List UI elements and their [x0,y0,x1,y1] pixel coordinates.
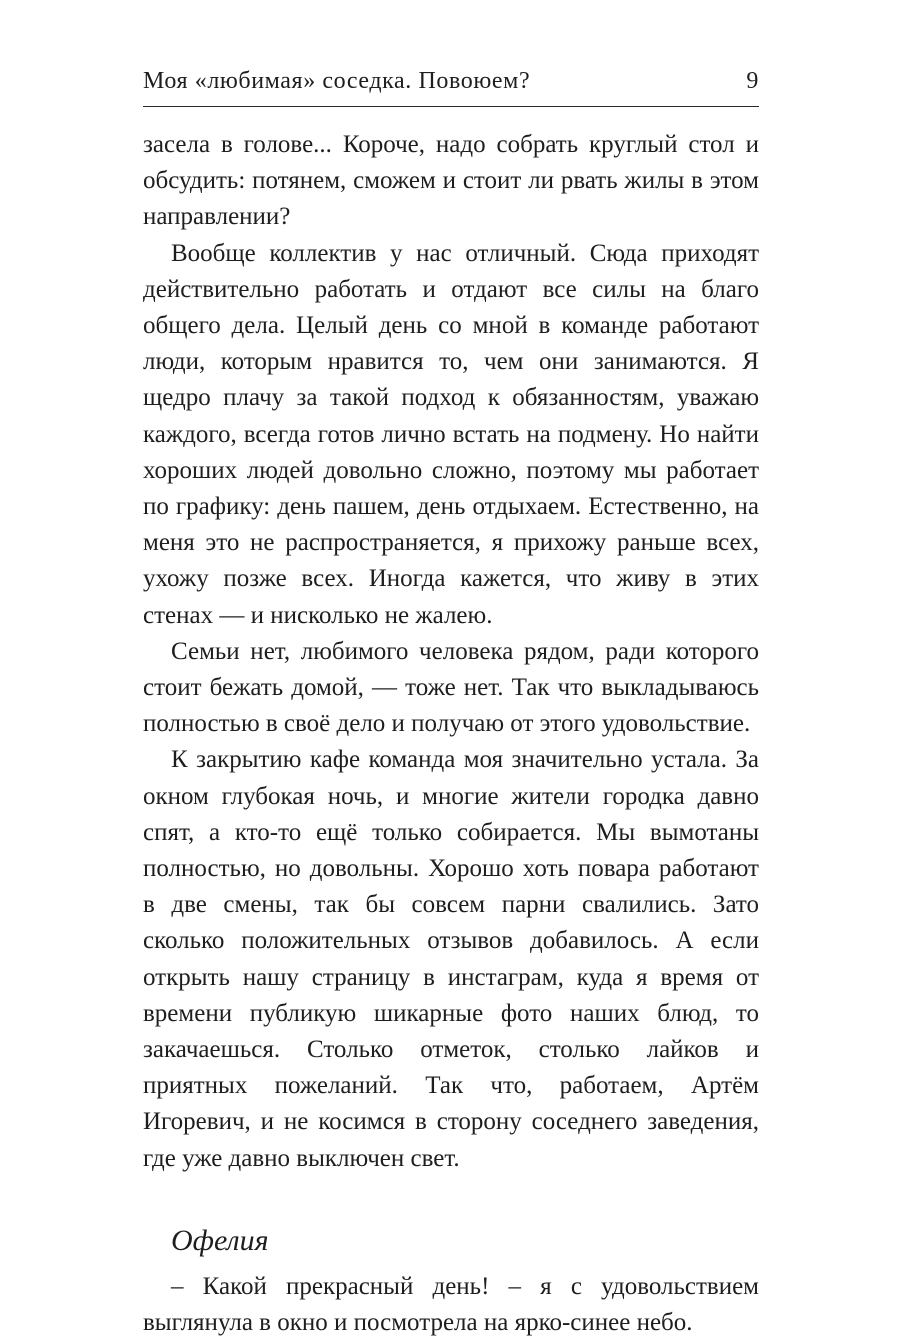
paragraph: Вообще коллектив у нас отличный. Сюда приходят действительно работать и отдают все силы на благо общего дела. Целый день со мной в команде работают люди, которым нравится то, чем они занимаются. Я щедро плачу за такой подход к обязанностям, уважаю каждого, всегда готов лично встать на подмену. Но найти хороших людей довольно сложно, поэтому мы работает по графику: день пашем, день отдыхаем. Естественно, на меня это не распространяется, я прихожу раньше всех, ухожу позже всех. Иногда кажется, что живу в этих стенах — и нисколько не жалею. [143,239,759,629]
paragraph: – Какой прекрасный день! – я с удовольствием выглянула в окно и посмотрела на ярко-синее небо. [143,1272,759,1337]
paragraph: засела в голове... Короче, надо собрать круглый стол и обсудить: потянем, сможем и стоит ли рвать жилы в этом направлении? [143,131,759,231]
page-number: 9 [746,68,759,94]
running-header [143,62,759,107]
section-title: Офелия [171,1223,269,1257]
paragraph: Семьи нет, любимого человека рядом, ради которого стоит бежать домой, — тоже нет. Так что выкладываюсь полностью в своё дело и получаю от этого удовольствие. [143,637,759,738]
running-title: Моя «любимая» соседка. Повоюем? [143,68,531,94]
book-page [143,62,759,1341]
paragraph: К закрытию кафе команда моя значительно устала. За окном глубокая ночь, и многие жители городка давно спят, а кто-то ещё только собирается. Мы вымотаны полностью, но довольны. Хорошо хоть повара работают в две смены, так бы совсем парни свалились. Зато сколько положительных отзывов добавилось. А если открыть нашу страницу в инстаграм, куда я время от времени публикую шикарные фото наших блюд, то закачаешься. Столько отметок, столько лайков и приятных пожеланий. Так что, работаем, Артём Игоревич, и не косимся в сторону соседнего заведения, где уже давно выключен свет. [143,746,759,1172]
body-text [143,127,759,1341]
